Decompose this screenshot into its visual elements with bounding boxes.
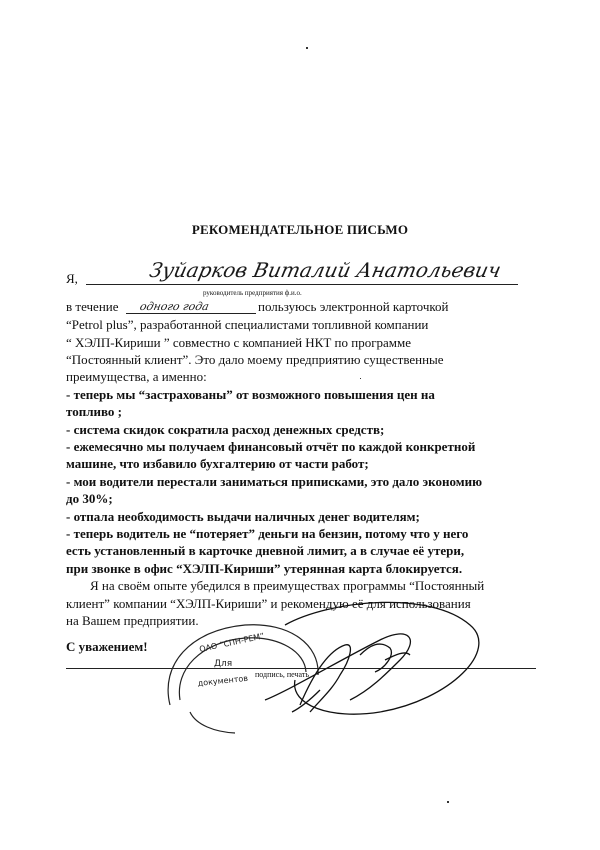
signature-caption: подпись, печать xyxy=(255,670,310,679)
letter-title: РЕКОМЕНДАТЕЛЬНОЕ ПИСЬМО xyxy=(191,222,409,237)
closing-line: Я на своём опыте убедился в преимуществах программы “Постоянный xyxy=(90,578,485,593)
benefit-line: машине, что избавило бухгалтерию от части работ; xyxy=(66,456,369,471)
paragraph-line: пользуюсь электронной карточкой xyxy=(258,299,449,314)
benefit-line: - теперь мы “застрахованы” от возможного повышения цен на xyxy=(66,387,435,402)
period-prefix: в течение xyxy=(66,299,119,314)
stamp-for-text: Для xyxy=(214,659,233,669)
closing-line: клиент” компании “ХЭЛП-Кириши” и рекомендую её для использования xyxy=(66,596,471,611)
benefit-line: - теперь водитель не “потеряет” деньги на бензин, потому что у него xyxy=(66,526,469,541)
period-handwritten: одного года xyxy=(138,300,211,313)
benefit-line: топливо ; xyxy=(66,404,122,419)
name-handwritten: Зуйарков Виталий Анатольевич xyxy=(147,258,504,282)
stamp-top-text: ОАО “СПН-РЕМ” xyxy=(198,631,266,654)
signature xyxy=(265,602,479,714)
stamp-docs-text: документов xyxy=(197,673,249,688)
i-label: Я, xyxy=(66,271,78,286)
regards: С уважением! xyxy=(66,639,148,654)
benefit-line: - отпала необходимость выдачи наличных денег водителям; xyxy=(66,509,420,524)
benefit-line: до 30%; xyxy=(66,491,113,506)
closing-line: на Вашем предприятии. xyxy=(66,613,199,628)
name-caption: руководитель предприятия ф.и.о. xyxy=(203,289,302,297)
benefit-line: есть установленный в карточке дневной лимит, а в случае её утери, xyxy=(66,543,465,558)
scan-speck xyxy=(306,47,308,49)
paragraph-line: “Постоянный клиент”. Это дало моему предприятию существенные xyxy=(66,352,444,367)
scan-speck xyxy=(360,378,361,379)
benefit-line: - система скидок сократила расход денежных средств; xyxy=(66,422,385,437)
benefit-line: - мои водители перестали заниматься приписками, это дало экономию xyxy=(66,474,483,489)
benefit-line: - ежемесячно мы получаем финансовый отчёт по каждой конкретной xyxy=(66,439,476,454)
paragraph-line: преимущества, а именно: xyxy=(66,369,207,384)
paragraph-line: “ ХЭЛП-Кириши ” совместно с компанией НКТ по программе xyxy=(66,335,412,350)
scan-speck xyxy=(447,801,449,803)
paragraph-line: “Petrol plus”, разработанной специалистами топливной компании xyxy=(66,317,429,332)
benefit-line: при звонке в офис “ХЭЛП-Кириши” утерянная карта блокируется. xyxy=(66,561,463,576)
